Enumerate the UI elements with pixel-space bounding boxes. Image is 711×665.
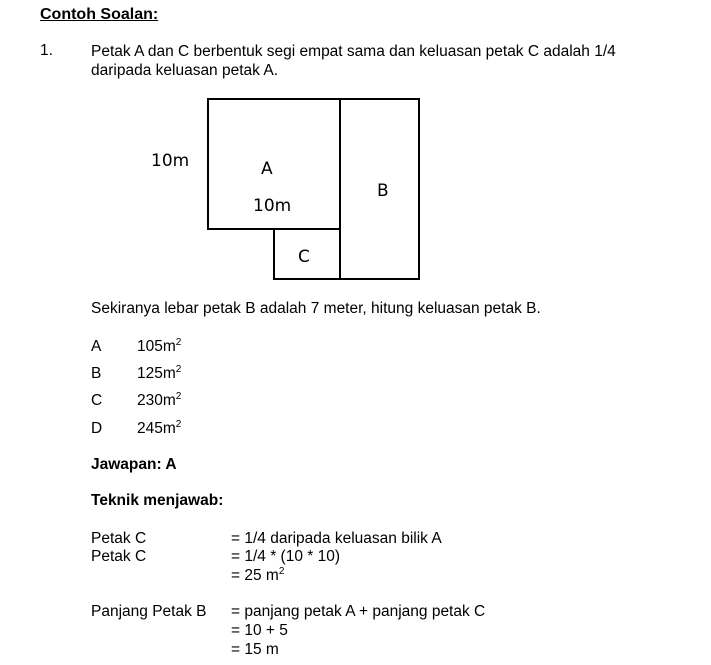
working-power: 2 — [278, 566, 285, 577]
working-equation — [231, 567, 284, 585]
option-value — [137, 338, 181, 356]
option-value-text: 105m — [137, 338, 176, 355]
label-c: C — [298, 247, 310, 267]
question-text-line1: Petak A dan C berbentuk segi empat sama dan keluasan petak C adalah 1/4 — [91, 43, 616, 60]
option-value — [137, 420, 181, 438]
label-a: A — [261, 159, 273, 179]
option-letter: B — [91, 365, 102, 382]
working-equation: = panjang petak A + panjang petak C — [231, 603, 486, 620]
option-letter: C — [91, 392, 103, 409]
working-equation: = 10 + 5 — [231, 622, 288, 639]
option-value-text: 125m — [137, 365, 176, 382]
option-power: 2 — [175, 337, 182, 348]
working-label: Petak C — [91, 530, 147, 547]
working-label: Petak C — [91, 548, 147, 565]
sub-question: Sekiranya lebar petak B adalah 7 meter, hitung keluasan petak B. — [91, 300, 541, 317]
option-letter: A — [91, 338, 102, 355]
plot-diagram — [140, 90, 430, 290]
option-power: 2 — [175, 391, 182, 402]
option-value — [137, 392, 181, 410]
label-a-dimension: 10m — [253, 196, 292, 216]
technique-title: Teknik menjawab: — [91, 492, 224, 509]
working-equation: = 15 m — [231, 641, 279, 658]
question-number: 1. — [40, 42, 53, 59]
working-equation-text: = 25 m — [231, 567, 279, 584]
option-power: 2 — [175, 419, 182, 430]
side-length-label: 10m — [151, 151, 190, 171]
question-text-line2: daripada keluasan petak A. — [91, 62, 278, 79]
working-equation: = 1/4 daripada keluasan bilik A — [231, 530, 442, 547]
option-power: 2 — [175, 364, 182, 375]
option-letter: D — [91, 420, 103, 437]
option-value-text: 230m — [137, 392, 176, 409]
question-text — [91, 42, 616, 80]
option-value — [137, 365, 181, 383]
section-title: Contoh Soalan: — [40, 6, 159, 23]
working-label: Panjang Petak B — [91, 603, 207, 620]
answer-text: Jawapan: A — [91, 456, 177, 473]
option-value-text: 245m — [137, 420, 176, 437]
label-b: B — [377, 181, 389, 201]
working-equation: = 1/4 * (10 * 10) — [231, 548, 340, 565]
